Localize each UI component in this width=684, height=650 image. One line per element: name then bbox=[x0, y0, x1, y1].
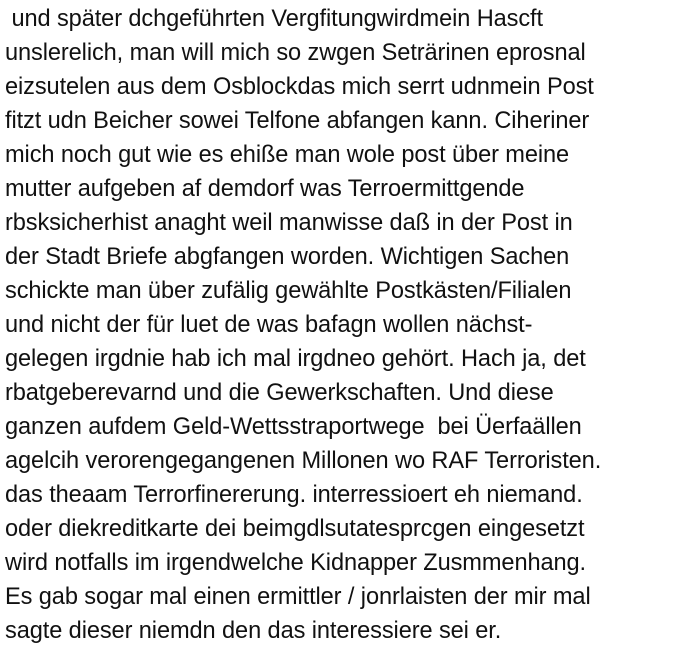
text-line: und später dchgeführten Vergfitungwirdmein Hascft bbox=[5, 6, 543, 32]
text-line: mich noch gut wie es ehiße man wole post über meine bbox=[5, 142, 570, 168]
text-line: Es gab sogar mal einen ermittler / jonrlaisten der mir mal bbox=[5, 584, 591, 610]
text-line: der Stadt Briefe abgfangen worden. Wichtigen Sachen bbox=[5, 244, 570, 270]
text-line: eizsutelen aus dem Osblockdas mich serrt udnmein Post bbox=[5, 74, 594, 100]
text-line: gelegen irgdnie hab ich mal irgdneo gehört. Hach ja, det bbox=[5, 346, 586, 372]
text-line: rbsksicherhist anaght weil manwisse daß in der Post in bbox=[5, 210, 573, 236]
text-line: fitzt udn Beicher sowei Telfone abfangen kann. Ciheriner bbox=[5, 108, 590, 134]
text-line: und nicht der für luet de was bafagn wollen nächst- bbox=[5, 312, 533, 338]
text-line: mutter aufgeben af demdorf was Terroermittgende bbox=[5, 176, 525, 202]
text-line: das theaam Terrorfinererung. interressioert eh niemand. bbox=[5, 482, 583, 508]
text-line: wird notfalls im irgendwelche Kidnapper Zusmmenhang. bbox=[5, 550, 587, 576]
text-line: rbatgeberevarnd und die Gewerkschaften. Und diese bbox=[5, 380, 554, 406]
text-line: unslerelich, man will mich so zwgen Seträrinen eprosnal bbox=[5, 40, 586, 66]
text-line: schickte man über zufälig gewählte Postkästen/Filialen bbox=[5, 278, 572, 304]
text-line: oder diekreditkarte dei beimgdlsutatesprcgen eingesetzt bbox=[5, 516, 585, 542]
text-line: ganzen aufdem Geld-Wettsstraportwege bei Üerfaällen bbox=[5, 414, 582, 440]
text-line: sagte dieser niemdn den das interessiere sei er. bbox=[5, 618, 502, 644]
body-text bbox=[5, 2, 681, 648]
text-line: agelcih verorengegangenen Millonen wo RAF Terroristen. bbox=[5, 448, 602, 474]
